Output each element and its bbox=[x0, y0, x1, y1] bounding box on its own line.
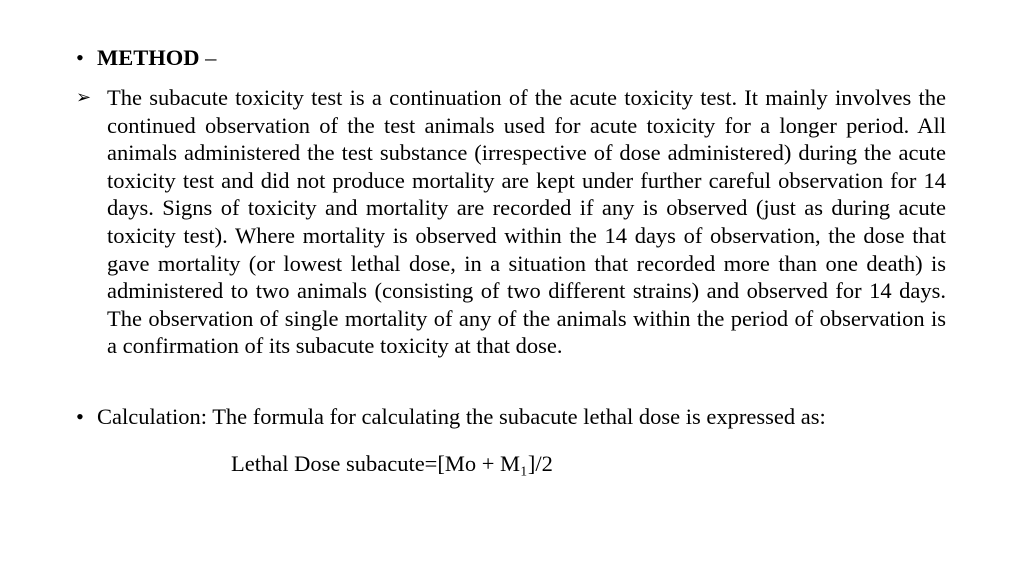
arrow-bullet-icon: ➢ bbox=[76, 87, 92, 108]
calculation-text: Calculation: The formula for calculating the subacute lethal dose is expressed as: bbox=[97, 404, 826, 429]
method-description-text: The subacute toxicity test is a continuation of the acute toxicity test. It mainly involves the continued observation of the test animals used for acute toxicity for a longer period. All animals administered the test substance (irrespective of dose administered) during the acute toxicity test and did not produce mortality are kept under further careful observation for 14 days. Signs of toxicity and mortality are recorded if any is observed (just as during acute toxicity test). Where mortality is observed within the 14 days of observation, the dose that gave mortality (or lowest lethal dose, in a situation that recorded more than one death) is administered to two animals (consisting of two different strains) and observed for 14 days. The observation of single mortality of any of the animals within the period of observation is a confirmation of its subacute toxicity at that dose. bbox=[107, 85, 946, 359]
method-title: METHOD bbox=[97, 45, 200, 70]
method-description bbox=[76, 84, 946, 360]
bullet-icon: • bbox=[76, 45, 84, 70]
method-heading bbox=[76, 44, 216, 72]
calculation-heading bbox=[76, 403, 826, 431]
method-dash: – bbox=[199, 45, 217, 70]
lethal-dose-formula: Lethal Dose subacute=[Mo + M₁]/2 bbox=[231, 451, 553, 476]
bullet-icon: • bbox=[76, 404, 84, 429]
